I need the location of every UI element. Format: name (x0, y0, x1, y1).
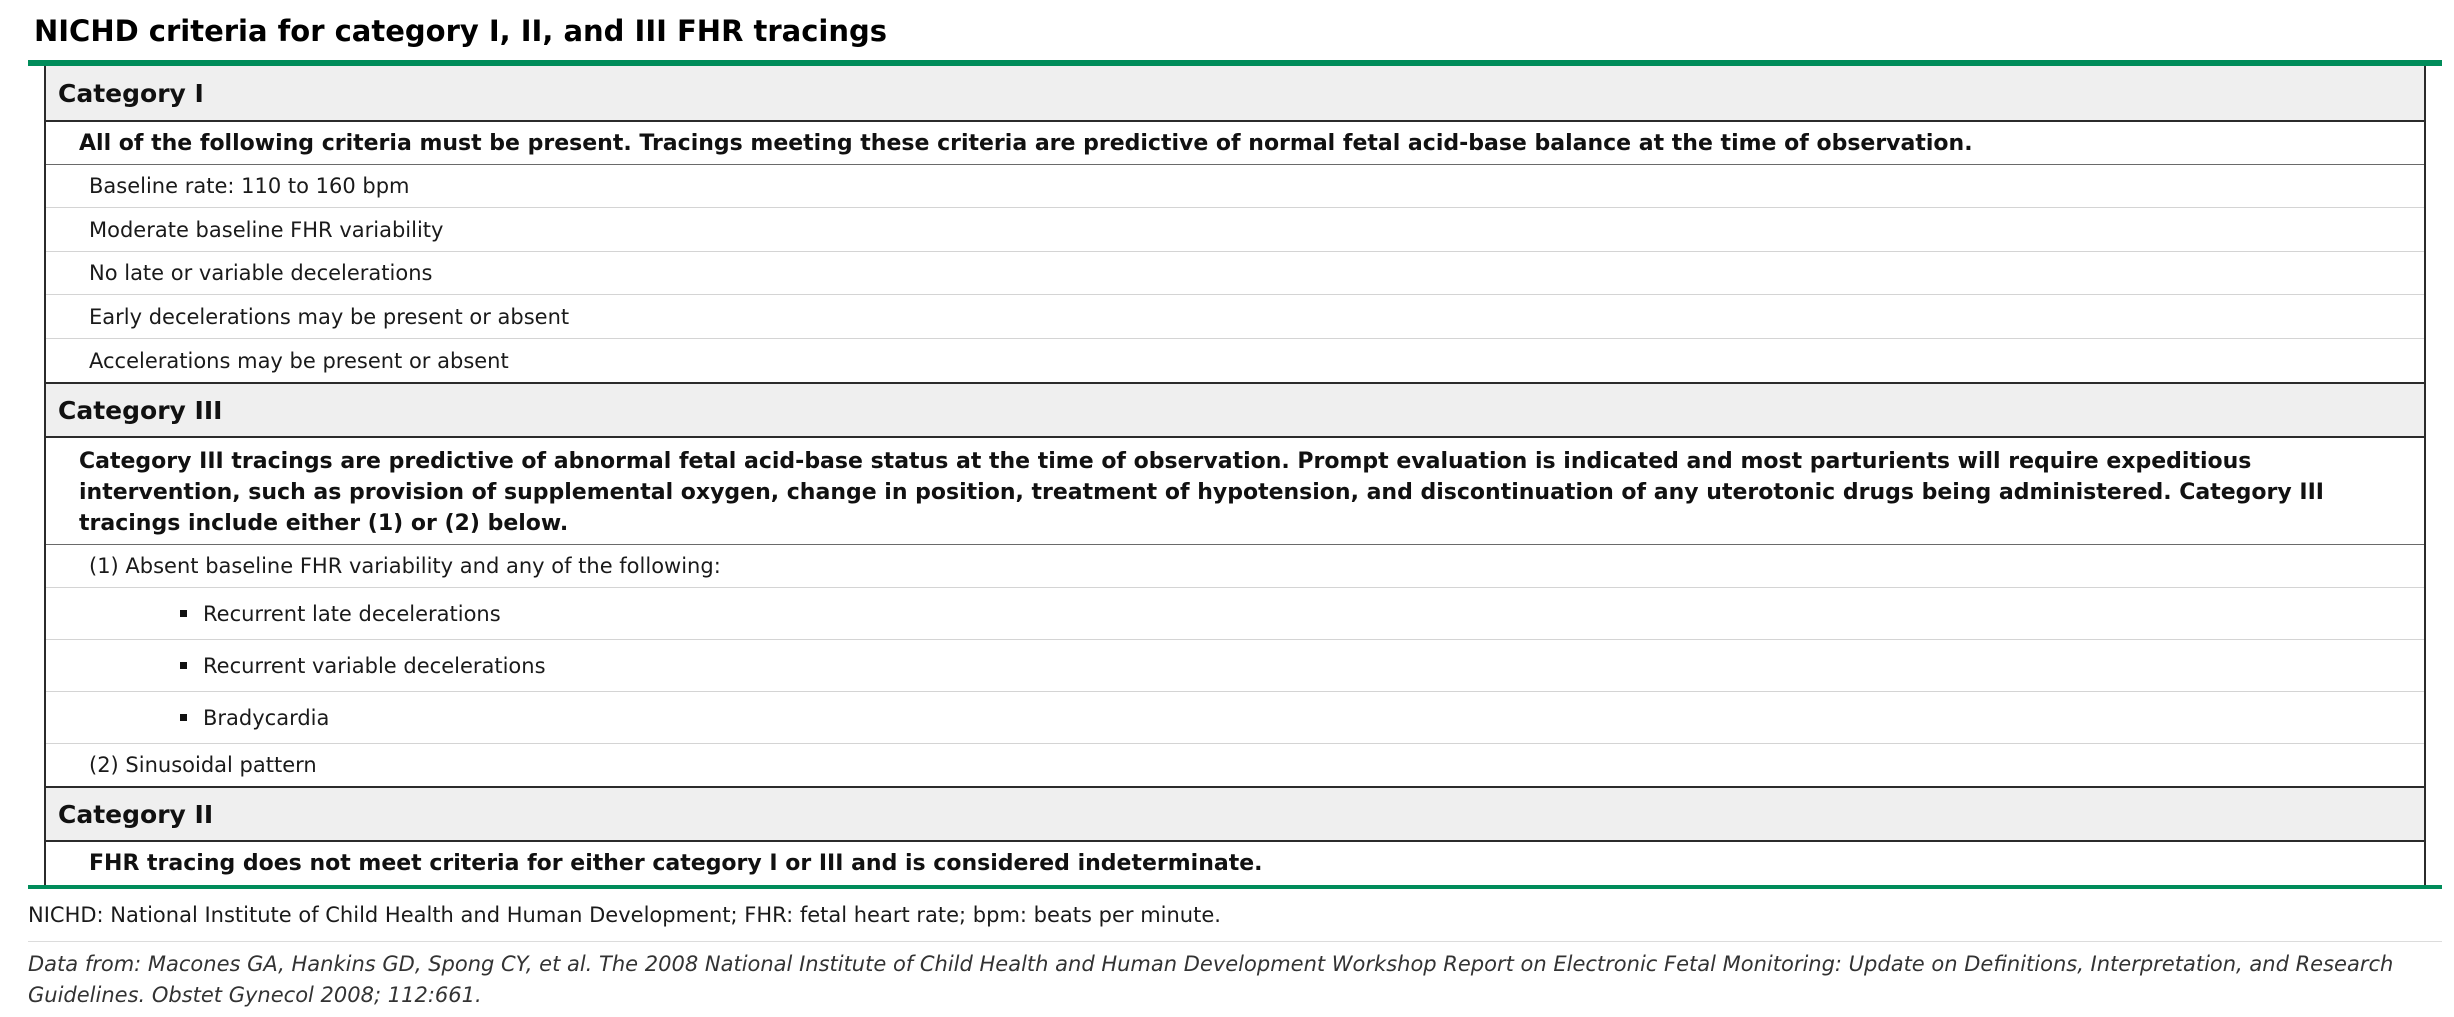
category-intro: All of the following criteria must be present. Tracings meeting these criteria are predictive of normal fetal acid-base balance at the time of observation. (46, 122, 2424, 165)
criteria-table (44, 66, 2426, 885)
bullet-icon (180, 714, 187, 721)
category-heading: Category III (46, 382, 2424, 438)
criteria-item: Early decelerations may be present or absent (46, 295, 2424, 339)
bullet-text: Bradycardia (203, 705, 330, 730)
bullet-icon (180, 662, 187, 669)
bullet-item (46, 692, 2424, 744)
page-title: NICHD criteria for category I, II, and III FHR tracings (34, 14, 888, 48)
source-citation: Data from: Macones GA, Hankins GD, Spong CY, et al. The 2008 National Institute of Child Health and Human Development Workshop Report on Electronic Fetal Monitoring: Update on Definitions, Interpretation, and Research Guidelines. Obstet Gynecol 2008; 112:661. (28, 952, 2394, 1007)
criteria-item: (2) Sinusoidal pattern (89, 753, 317, 777)
criteria-item: No late or variable decelerations (46, 252, 2424, 295)
bullet-text: Recurrent variable decelerations (203, 653, 546, 678)
criteria-item: Moderate baseline FHR variability (46, 208, 2424, 252)
criteria-item: (1) Absent baseline FHR variability and any of the following: (46, 545, 2424, 588)
bullet-item (46, 588, 2424, 640)
category-intro: Category III tracings are predictive of abnormal fetal acid-base status at the time of observation. Prompt evaluation is indicated and most parturients will require expeditious intervention, such as provision of supplemental oxygen, change in position, treatment of hypotension, and discontinuation of any uterotonic drugs being administered. Category III tracings include either (1) or (2) below. (46, 438, 2424, 545)
footer-rule (28, 885, 2442, 889)
category-intro: FHR tracing does not meet criteria for either category I or III and is considered indeterminate. (89, 851, 1263, 876)
bullet-icon (180, 610, 187, 617)
divider (28, 941, 2442, 942)
abbreviations-footnote: NICHD: National Institute of Child Health and Human Development; FHR: fetal heart rate; bpm: beats per minute. (28, 903, 1221, 927)
category-heading: Category II (46, 786, 2424, 842)
criteria-item: Baseline rate: 110 to 160 bpm (46, 165, 2424, 208)
bullet-text: Recurrent late decelerations (203, 601, 501, 626)
criteria-item: Accelerations may be present or absent (89, 348, 509, 373)
category-heading: Category I (46, 66, 2424, 122)
bullet-item (46, 640, 2424, 692)
